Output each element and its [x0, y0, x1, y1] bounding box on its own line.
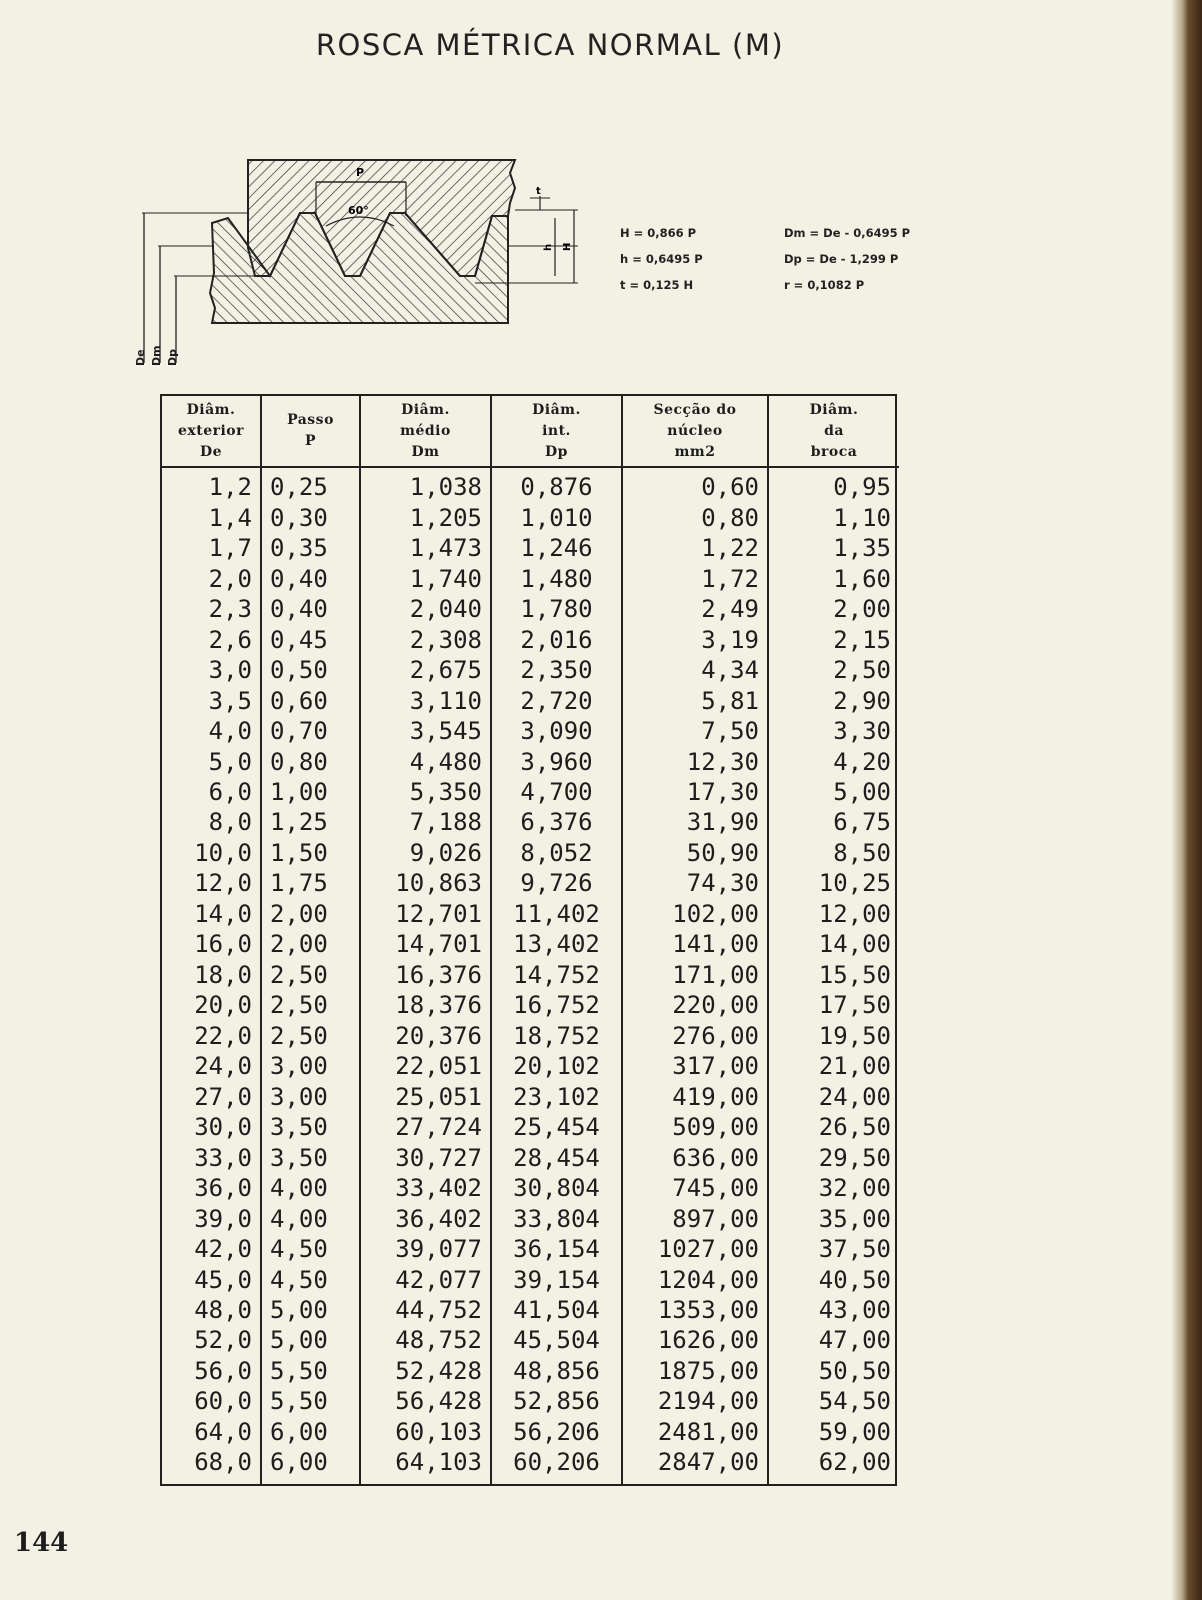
exterior-diameter-cell: 18,0 — [162, 960, 261, 990]
exterior-diameter-cell: 56,0 — [162, 1356, 261, 1386]
formula-Dm: Dm = De - 0,6495 P — [784, 226, 911, 240]
table-row — [162, 1264, 899, 1294]
exterior-diameter-cell: 8,0 — [162, 807, 261, 837]
mean-diameter-cell: 10,863 — [360, 868, 491, 898]
table-row — [162, 1356, 899, 1386]
H-dim-label: H — [562, 242, 573, 251]
drill-diameter-cell: 2,50 — [833, 656, 891, 685]
drill-diameter-cell: 1,10 — [833, 503, 891, 532]
core-section-cell: 0,80 — [622, 503, 768, 533]
inner-diameter-cell: 48,856 — [491, 1356, 622, 1386]
mean-diameter-cell: 18,376 — [360, 990, 491, 1020]
core-section-cell: 509,00 — [622, 1112, 768, 1142]
table-row — [162, 1295, 899, 1325]
pitch-cell: 0,60 — [261, 685, 360, 715]
drill-diameter-cell: 19,50 — [818, 1021, 891, 1050]
core-section-cell: 2194,00 — [622, 1386, 768, 1416]
core-section-cell: 1204,00 — [622, 1264, 768, 1294]
inner-diameter-cell: 23,102 — [491, 1081, 622, 1111]
core-section-cell: 317,00 — [622, 1051, 768, 1081]
table-row — [162, 838, 899, 868]
exterior-diameter-cell: 45,0 — [162, 1264, 261, 1294]
pitch-cell: 2,50 — [261, 960, 360, 990]
core-section-cell: 276,00 — [622, 1021, 768, 1051]
drill-diameter-cell: 50,50 — [818, 1356, 891, 1385]
mean-diameter-cell: 56,428 — [360, 1386, 491, 1416]
inner-diameter-cell: 30,804 — [491, 1173, 622, 1203]
exterior-diameter-cell: 39,0 — [162, 1203, 261, 1233]
inner-diameter-cell: 3,960 — [491, 746, 622, 776]
mean-diameter-cell: 2,308 — [360, 624, 491, 654]
table-row — [162, 1051, 899, 1081]
exterior-diameter-cell: 33,0 — [162, 1142, 261, 1172]
inner-diameter-cell: 1,246 — [491, 533, 622, 563]
pitch-cell: 2,00 — [261, 899, 360, 929]
exterior-diameter-cell: 14,0 — [162, 899, 261, 929]
table-row — [162, 533, 899, 563]
pitch-cell: 5,00 — [261, 1295, 360, 1325]
mean-diameter-cell: 42,077 — [360, 1264, 491, 1294]
mean-diameter-cell: 5,350 — [360, 777, 491, 807]
mean-diameter-cell: 1,740 — [360, 563, 491, 593]
exterior-diameter-cell: 68,0 — [162, 1447, 261, 1477]
exterior-diameter-cell: 2,6 — [162, 624, 261, 654]
exterior-diameter-cell: 3,0 — [162, 655, 261, 685]
drill-diameter-cell: 1,35 — [833, 534, 891, 563]
inner-diameter-cell: 20,102 — [491, 1051, 622, 1081]
core-section-cell: 5,81 — [622, 685, 768, 715]
table-bottom-spacer — [162, 1478, 899, 1484]
pitch-cell: 0,35 — [261, 533, 360, 563]
exterior-diameter-cell: 6,0 — [162, 777, 261, 807]
pitch-cell: 1,25 — [261, 807, 360, 837]
mean-diameter-cell: 39,077 — [360, 1234, 491, 1264]
mean-diameter-cell: 30,727 — [360, 1142, 491, 1172]
pitch-cell: 0,80 — [261, 746, 360, 776]
drill-diameter-cell: 24,00 — [818, 1082, 891, 1111]
pitch-cell: 2,50 — [261, 990, 360, 1020]
mean-diameter-cell: 7,188 — [360, 807, 491, 837]
table-row — [162, 929, 899, 959]
exterior-diameter-cell: 48,0 — [162, 1295, 261, 1325]
table-row — [162, 868, 899, 898]
table-row — [162, 563, 899, 593]
header-pitch: Passo P — [261, 396, 360, 467]
table-row — [162, 1142, 899, 1172]
drill-diameter-cell: 47,00 — [818, 1326, 891, 1355]
inner-diameter-cell: 13,402 — [491, 929, 622, 959]
pitch-cell: 4,50 — [261, 1234, 360, 1264]
inner-diameter-cell: 9,726 — [491, 868, 622, 898]
page-number: 144 — [14, 1528, 69, 1558]
mean-diameter-cell: 44,752 — [360, 1295, 491, 1325]
table-row — [162, 1112, 899, 1142]
Dm-label: Dm — [150, 345, 163, 366]
core-section-cell: 1027,00 — [622, 1234, 768, 1264]
pitch-cell: 0,70 — [261, 716, 360, 746]
h-dim-label: h — [543, 243, 554, 251]
pitch-cell: 5,00 — [261, 1325, 360, 1355]
exterior-diameter-cell: 24,0 — [162, 1051, 261, 1081]
exterior-diameter-cell: 10,0 — [162, 838, 261, 868]
core-section-cell: 141,00 — [622, 929, 768, 959]
pitch-cell: 6,00 — [261, 1447, 360, 1477]
drill-diameter-cell: 8,50 — [833, 838, 891, 867]
exterior-diameter-cell: 12,0 — [162, 868, 261, 898]
drill-diameter-cell: 2,00 — [833, 595, 891, 624]
drill-diameter-cell: 37,50 — [818, 1235, 891, 1264]
core-section-cell: 74,30 — [622, 868, 768, 898]
inner-diameter-cell: 41,504 — [491, 1295, 622, 1325]
table-row — [162, 990, 899, 1020]
mean-diameter-cell: 1,038 — [360, 467, 491, 503]
De-label: De — [134, 349, 147, 366]
inner-diameter-cell: 39,154 — [491, 1264, 622, 1294]
pitch-cell: 4,50 — [261, 1264, 360, 1294]
mean-diameter-cell: 52,428 — [360, 1356, 491, 1386]
drill-diameter-cell: 5,00 — [833, 778, 891, 806]
core-section-cell: 12,30 — [622, 746, 768, 776]
drill-diameter-cell: 29,50 — [818, 1143, 891, 1172]
exterior-diameter-cell: 42,0 — [162, 1234, 261, 1264]
table-row — [162, 624, 899, 654]
pitch-cell: 5,50 — [261, 1356, 360, 1386]
table-row — [162, 960, 899, 990]
mean-diameter-cell: 60,103 — [360, 1417, 491, 1447]
t-dim-label: t — [536, 186, 541, 197]
inner-diameter-cell: 56,206 — [491, 1417, 622, 1447]
drill-diameter-cell: 32,00 — [818, 1174, 891, 1203]
mean-diameter-cell: 16,376 — [360, 960, 491, 990]
pitch-cell: 0,25 — [261, 467, 360, 503]
drill-diameter-cell: 12,00 — [818, 899, 891, 928]
exterior-diameter-cell: 16,0 — [162, 929, 261, 959]
pitch-cell: 0,30 — [261, 503, 360, 533]
mean-diameter-cell: 20,376 — [360, 1021, 491, 1051]
drill-diameter-cell: 14,00 — [818, 930, 891, 959]
pitch-cell: 1,50 — [261, 838, 360, 868]
header-inner-diameter: Diâm. int. Dp — [491, 396, 622, 467]
inner-diameter-cell: 16,752 — [491, 990, 622, 1020]
drill-diameter-cell: 17,50 — [818, 991, 891, 1020]
exterior-diameter-cell: 52,0 — [162, 1325, 261, 1355]
table-row — [162, 716, 899, 746]
drill-diameter-cell: 62,00 — [818, 1448, 891, 1477]
formula-t: t = 0,125 H — [620, 278, 694, 292]
exterior-diameter-cell: 4,0 — [162, 716, 261, 746]
core-section-cell: 4,34 — [622, 655, 768, 685]
inner-diameter-cell: 6,376 — [491, 807, 622, 837]
exterior-diameter-cell: 30,0 — [162, 1112, 261, 1142]
formula-r: r = 0,1082 P — [784, 278, 865, 292]
core-section-cell: 3,19 — [622, 624, 768, 654]
pitch-cell: 3,00 — [261, 1081, 360, 1111]
pitch-cell: 1,00 — [261, 777, 360, 807]
inner-diameter-cell: 2,350 — [491, 655, 622, 685]
table-row — [162, 1447, 899, 1477]
mean-diameter-cell: 64,103 — [360, 1447, 491, 1477]
drill-diameter-cell: 15,50 — [818, 960, 891, 989]
exterior-diameter-cell: 64,0 — [162, 1417, 261, 1447]
table-row — [162, 594, 899, 624]
inner-diameter-cell: 60,206 — [491, 1447, 622, 1477]
core-section-cell: 171,00 — [622, 960, 768, 990]
core-section-cell: 1353,00 — [622, 1295, 768, 1325]
exterior-diameter-cell: 20,0 — [162, 990, 261, 1020]
pitch-cell: 5,50 — [261, 1386, 360, 1416]
exterior-diameter-cell: 5,0 — [162, 746, 261, 776]
exterior-diameter-cell: 1,7 — [162, 533, 261, 563]
drill-diameter-cell: 43,00 — [818, 1295, 891, 1324]
core-section-cell: 50,90 — [622, 838, 768, 868]
header-mean-diameter: Diâm. médio Dm — [360, 396, 491, 467]
table-row — [162, 655, 899, 685]
header-core-section: Secção do núcleo mm2 — [622, 396, 768, 467]
core-section-cell: 2847,00 — [622, 1447, 768, 1477]
table-row — [162, 685, 899, 715]
table-row — [162, 1417, 899, 1447]
inner-diameter-cell: 36,154 — [491, 1234, 622, 1264]
inner-diameter-cell: 45,504 — [491, 1325, 622, 1355]
inner-diameter-cell: 33,804 — [491, 1203, 622, 1233]
formula-H: H = 0,866 P — [620, 226, 697, 240]
table-row — [162, 1081, 899, 1111]
core-section-cell: 745,00 — [622, 1173, 768, 1203]
core-section-cell: 636,00 — [622, 1142, 768, 1172]
drill-diameter-cell: 40,50 — [818, 1265, 891, 1294]
exterior-diameter-cell: 60,0 — [162, 1386, 261, 1416]
inner-diameter-cell: 2,720 — [491, 685, 622, 715]
drill-diameter-cell: 54,50 — [818, 1387, 891, 1416]
exterior-diameter-cell: 2,3 — [162, 594, 261, 624]
exterior-diameter-cell: 22,0 — [162, 1021, 261, 1051]
pitch-cell: 4,00 — [261, 1203, 360, 1233]
pitch-label: P — [356, 166, 365, 179]
mean-diameter-cell: 1,205 — [360, 503, 491, 533]
mean-diameter-cell: 2,675 — [360, 655, 491, 685]
formula-h: h = 0,6495 P — [620, 252, 703, 266]
exterior-diameter-cell: 27,0 — [162, 1081, 261, 1111]
core-section-cell: 1,22 — [622, 533, 768, 563]
inner-diameter-cell: 14,752 — [491, 960, 622, 990]
drill-diameter-cell: 2,15 — [833, 625, 891, 654]
core-section-cell: 7,50 — [622, 716, 768, 746]
header-exterior-diameter: Diâm. exterior De — [162, 396, 261, 467]
exterior-diameter-cell: 3,5 — [162, 685, 261, 715]
mean-diameter-cell: 33,402 — [360, 1173, 491, 1203]
pitch-cell: 3,50 — [261, 1112, 360, 1142]
inner-diameter-cell: 0,876 — [491, 467, 622, 503]
header-drill-diameter: Diâm. da broca — [768, 396, 899, 467]
inner-diameter-cell: 4,700 — [491, 777, 622, 807]
inner-diameter-cell: 2,016 — [491, 624, 622, 654]
pitch-cell: 0,40 — [261, 563, 360, 593]
mean-diameter-cell: 22,051 — [360, 1051, 491, 1081]
drill-diameter-cell: 3,30 — [833, 717, 891, 746]
table-row — [162, 777, 899, 807]
drill-diameter-cell: 6,75 — [833, 808, 891, 837]
inner-diameter-cell: 18,752 — [491, 1021, 622, 1051]
pitch-cell: 1,75 — [261, 868, 360, 898]
pitch-cell: 0,45 — [261, 624, 360, 654]
table-row — [162, 1021, 899, 1051]
drill-diameter-cell: 0,95 — [833, 473, 891, 502]
inner-diameter-cell: 1,010 — [491, 503, 622, 533]
drill-diameter-cell: 26,50 — [818, 1113, 891, 1142]
mean-diameter-cell: 36,402 — [360, 1203, 491, 1233]
exterior-diameter-cell: 1,4 — [162, 503, 261, 533]
mean-diameter-cell: 12,701 — [360, 899, 491, 929]
table-row — [162, 1173, 899, 1203]
mean-diameter-cell: 1,473 — [360, 533, 491, 563]
exterior-diameter-cell: 1,2 — [162, 467, 261, 503]
angle-label: 60° — [348, 204, 369, 217]
inner-diameter-cell: 3,090 — [491, 716, 622, 746]
core-section-cell: 897,00 — [622, 1203, 768, 1233]
core-section-cell: 0,60 — [622, 467, 768, 503]
core-section-cell: 102,00 — [622, 899, 768, 929]
mean-diameter-cell: 48,752 — [360, 1325, 491, 1355]
thread-profile-diagram — [130, 158, 600, 367]
mean-diameter-cell: 3,545 — [360, 716, 491, 746]
metric-thread-table — [160, 394, 897, 1486]
mean-diameter-cell: 4,480 — [360, 746, 491, 776]
core-section-cell: 1875,00 — [622, 1356, 768, 1386]
table-row — [162, 746, 899, 776]
page-title: ROSCA MÉTRICA NORMAL (M) — [315, 28, 785, 62]
table-row — [162, 807, 899, 837]
inner-diameter-cell: 8,052 — [491, 838, 622, 868]
book-spine-edge — [1172, 0, 1202, 1600]
header-row — [162, 396, 899, 467]
mean-diameter-cell: 27,724 — [360, 1112, 491, 1142]
table-row — [162, 467, 899, 503]
exterior-diameter-cell: 2,0 — [162, 563, 261, 593]
drill-diameter-cell: 10,25 — [818, 869, 891, 898]
pitch-cell: 2,00 — [261, 929, 360, 959]
core-section-cell: 220,00 — [622, 990, 768, 1020]
mean-diameter-cell: 25,051 — [360, 1081, 491, 1111]
Dp-label: Dp — [166, 348, 179, 366]
core-section-cell: 1,72 — [622, 563, 768, 593]
formula-Dp: Dp = De - 1,299 P — [784, 252, 899, 266]
inner-diameter-cell: 52,856 — [491, 1386, 622, 1416]
mean-diameter-cell: 3,110 — [360, 685, 491, 715]
pitch-cell: 0,50 — [261, 655, 360, 685]
mean-diameter-cell: 2,040 — [360, 594, 491, 624]
drill-diameter-cell: 21,00 — [818, 1052, 891, 1081]
drill-diameter-cell: 1,60 — [833, 564, 891, 593]
core-section-cell: 17,30 — [622, 777, 768, 807]
core-section-cell: 419,00 — [622, 1081, 768, 1111]
inner-diameter-cell: 25,454 — [491, 1112, 622, 1142]
exterior-diameter-cell: 36,0 — [162, 1173, 261, 1203]
table-row — [162, 899, 899, 929]
pitch-cell: 0,40 — [261, 594, 360, 624]
table-row — [162, 503, 899, 533]
core-section-cell: 2,49 — [622, 594, 768, 624]
inner-diameter-cell: 1,480 — [491, 563, 622, 593]
table-row — [162, 1234, 899, 1264]
inner-diameter-cell: 28,454 — [491, 1142, 622, 1172]
drill-diameter-cell: 35,00 — [818, 1204, 891, 1233]
inner-diameter-cell: 1,780 — [491, 594, 622, 624]
pitch-cell: 3,00 — [261, 1051, 360, 1081]
mean-diameter-cell: 14,701 — [360, 929, 491, 959]
drill-diameter-cell: 59,00 — [818, 1417, 891, 1446]
pitch-cell: 6,00 — [261, 1417, 360, 1447]
core-section-cell: 31,90 — [622, 807, 768, 837]
inner-diameter-cell: 11,402 — [491, 899, 622, 929]
pitch-cell: 3,50 — [261, 1142, 360, 1172]
drill-diameter-cell: 4,20 — [833, 747, 891, 776]
core-section-cell: 1626,00 — [622, 1325, 768, 1355]
table-body — [162, 467, 899, 1484]
mean-diameter-cell: 9,026 — [360, 838, 491, 868]
pitch-cell: 2,50 — [261, 1021, 360, 1051]
drill-diameter-cell: 2,90 — [833, 686, 891, 715]
table-row — [162, 1203, 899, 1233]
table-row — [162, 1386, 899, 1416]
table-row — [162, 1325, 899, 1355]
core-section-cell: 2481,00 — [622, 1417, 768, 1447]
pitch-cell: 4,00 — [261, 1173, 360, 1203]
